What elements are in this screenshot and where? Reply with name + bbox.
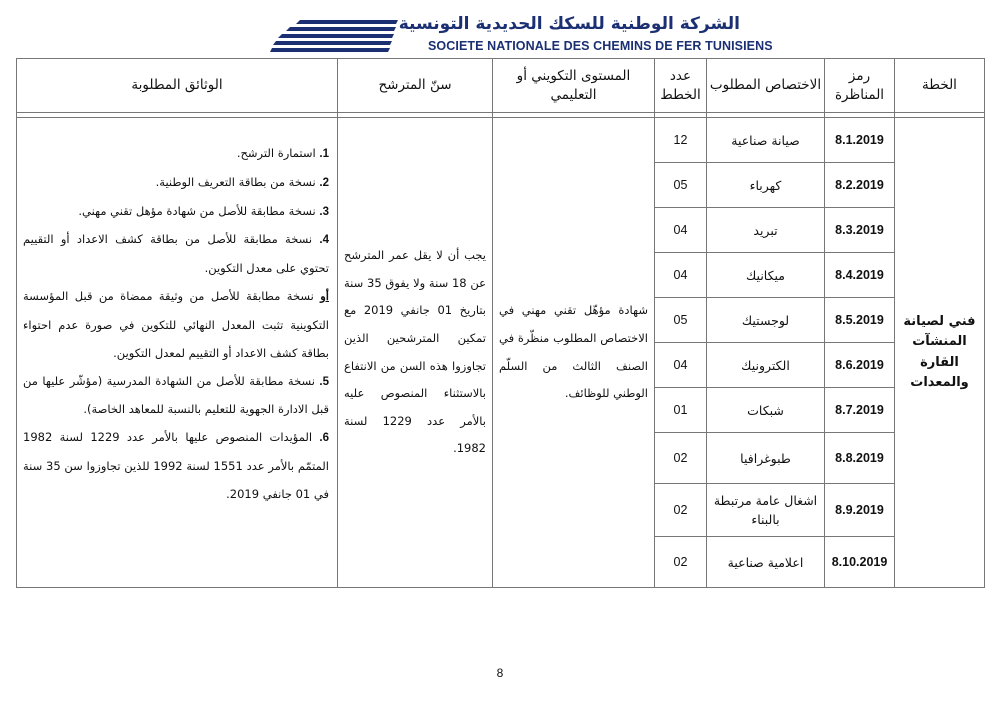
plan-cell: فني لصيانة المنشآت القارة والمعدات <box>895 118 985 588</box>
documents-cell <box>17 118 338 588</box>
table-header-row <box>17 59 985 113</box>
specialty-cell: تبريد <box>707 208 825 253</box>
specialty-cell: طبوغرافيا <box>707 433 825 484</box>
header-documents: الوثائق المطلوبة <box>17 59 338 113</box>
header-level: المستوى التكويني أو التعليمي <box>493 59 655 113</box>
sncft-logo-icon <box>270 18 400 58</box>
brand-name-arabic: الشركة الوطنية للسكك الحديدية التونسية <box>398 14 740 34</box>
brand-name-french: SOCIETE NATIONALE DES CHEMINS DE FER TUNISIENS <box>428 39 773 53</box>
document-item: 6. المؤيدات المنصوص عليها بالأمر عدد 1229 لسنة 1982 المتمّم بالأمر عدد 1551 لسنة 1992 للذين تجاوزوا سن 35 سنة في 01 جانفي 2019. <box>23 430 329 501</box>
header-plan: الخطة <box>895 59 985 113</box>
count-cell: 02 <box>655 484 707 537</box>
document-item: 4. نسخة مطابقة للأصل من بطاقة كشف الاعداد أو التقييم تحتوي على معدل التكوين. <box>23 232 329 276</box>
page-number: 8 <box>496 666 504 680</box>
code-cell: 8.9.2019 <box>825 484 895 537</box>
specialty-cell: شبكات <box>707 388 825 433</box>
specialty-cell: اعلامية صناعية <box>707 537 825 588</box>
table-row <box>17 118 985 163</box>
header-specialty: الاختصاص المطلوب <box>707 59 825 113</box>
specialty-cell: لوجستيك <box>707 298 825 343</box>
document-item: 1. استمارة الترشح. <box>236 146 329 160</box>
code-cell: 8.5.2019 <box>825 298 895 343</box>
level-cell: شهادة مؤهّل تقني مهني في الاختصاص المطلوب منظّرة في الصنف الثالث من السلّم الوطني للوظائف. <box>493 118 655 588</box>
count-cell: 04 <box>655 253 707 298</box>
count-cell: 01 <box>655 388 707 433</box>
page-header <box>270 14 773 58</box>
count-cell: 05 <box>655 298 707 343</box>
code-cell: 8.10.2019 <box>825 537 895 588</box>
count-cell: 04 <box>655 208 707 253</box>
code-cell: 8.4.2019 <box>825 253 895 298</box>
header-count: عدد الخطط <box>655 59 707 113</box>
count-cell: 12 <box>655 118 707 163</box>
count-cell: 02 <box>655 537 707 588</box>
specialty-cell: صيانة صناعية <box>707 118 825 163</box>
specialty-cell: ميكانيك <box>707 253 825 298</box>
specialty-cell: اشغال عامة مرتبطة بالبناء <box>707 484 825 537</box>
count-cell: 04 <box>655 343 707 388</box>
document-item: أو نسخة مطابقة للأصل من وثيقة ممضاة من قبل المؤسسة التكوينية تثبت المعدل النهائي للتكوين في صورة عدم احتواء بطاقة كشف الاعداد أو التقييم لمعدل التكوين. <box>23 289 329 360</box>
specialty-cell: الكترونيك <box>707 343 825 388</box>
code-cell: 8.7.2019 <box>825 388 895 433</box>
document-item: 5. نسخة مطابقة للأصل من الشهادة المدرسية (مؤشّر عليها من قبل الادارة الجهوية للتعليم بالنسبة للمعاهد الخاصة). <box>23 373 330 417</box>
code-cell: 8.1.2019 <box>825 118 895 163</box>
code-cell: 8.2.2019 <box>825 163 895 208</box>
recruitment-table <box>16 58 985 588</box>
specialty-cell: كهرباء <box>707 163 825 208</box>
code-cell: 8.6.2019 <box>825 343 895 388</box>
document-item: 3. نسخة مطابقة للأصل من شهادة مؤهل تقني مهني. <box>78 203 329 218</box>
code-cell: 8.8.2019 <box>825 433 895 484</box>
age-cell: يجب أن لا يقل عمر المترشح عن 18 سنة ولا يفوق 35 سنة بتاريخ 01 جانفي 2019 مع تمكين المترشحين الذين تجاوزوا هذه السن من الانتفاع بالاستثناء المنصوص عليه بالأمر عدد 1229 لسنة 1982. <box>338 118 493 588</box>
header-age: سنّ المترشح <box>338 59 493 113</box>
count-cell: 05 <box>655 163 707 208</box>
header-code: رمز المناظرة <box>825 59 895 113</box>
document-item: 2. نسخة من بطاقة التعريف الوطنية. <box>155 174 329 189</box>
code-cell: 8.3.2019 <box>825 208 895 253</box>
count-cell: 02 <box>655 433 707 484</box>
